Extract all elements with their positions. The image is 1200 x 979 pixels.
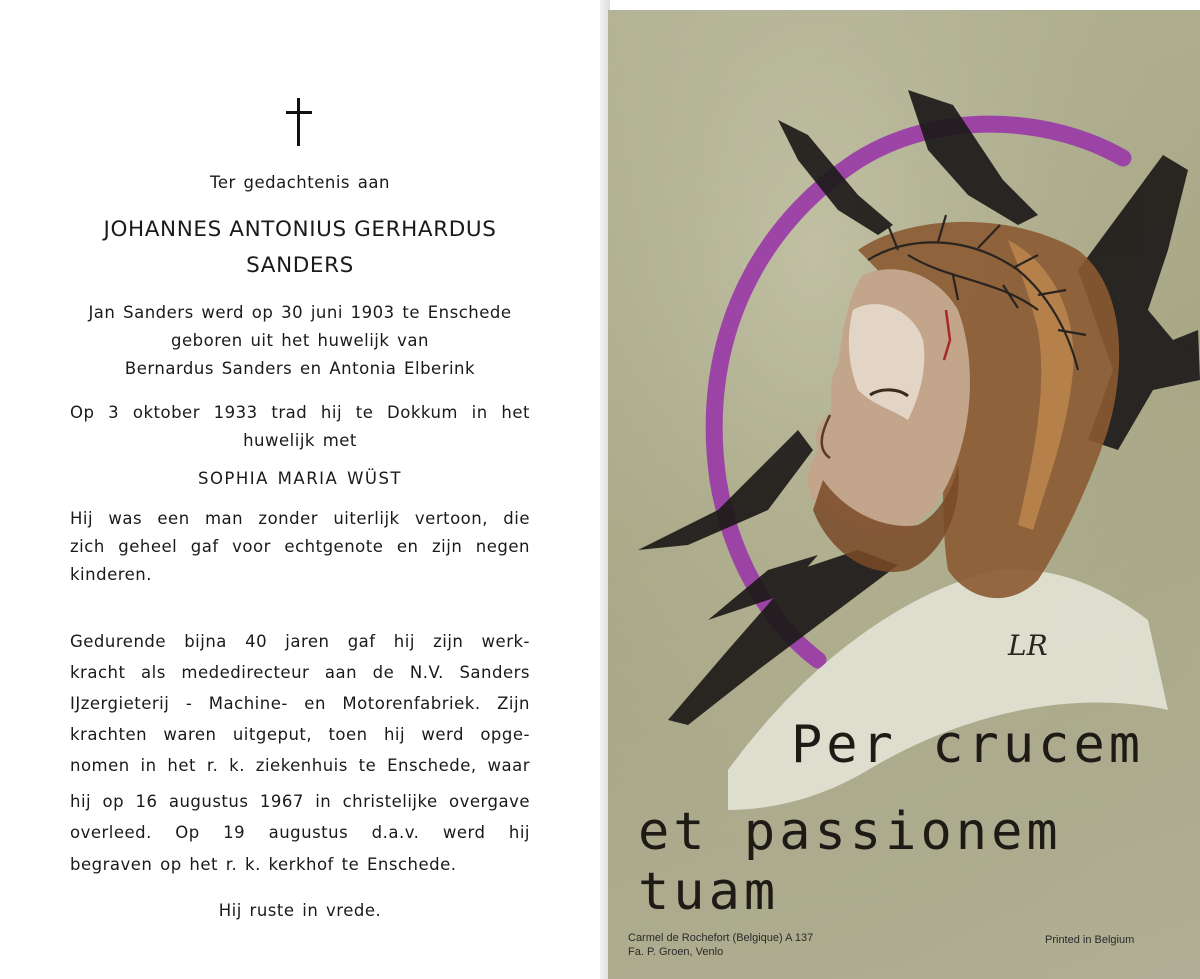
character-line: zich geheel gaf voor echtgenote en zijn negen <box>70 537 530 556</box>
devotional-image-card <box>608 10 1200 979</box>
character-line: kinderen. <box>70 565 152 584</box>
artist-monogram: LR <box>1008 629 1048 662</box>
birth-line: Jan Sanders werd op 30 juni 1903 te Enschede <box>88 303 512 322</box>
character-line: Hij was een man zonder uiterlijk vertoon, die <box>70 509 530 528</box>
closing-text: Hij ruste in vrede. <box>218 901 382 920</box>
career-line: begraven op het r. k. kerkhof te Enschede. <box>70 855 457 874</box>
name-line-2: SANDERS <box>246 253 354 278</box>
career-line: krachten waren uitgeput, toen hij werd opge- <box>70 725 530 744</box>
spouse-name: SOPHIA MARIA WÜST <box>197 469 403 488</box>
birth-line: Bernardus Sanders en Antonia Elberink <box>124 359 476 378</box>
career-line: overleed. Op 19 augustus d.a.v. werd hij <box>70 823 530 842</box>
motto-line-1: Per crucem <box>791 715 1145 775</box>
publisher-line-2: Fa. P. Groen, Venlo <box>628 946 724 958</box>
cross-icon <box>286 98 312 146</box>
career-line: IJzergieterij - Machine- en Motorenfabriek. Zijn <box>70 694 530 713</box>
publisher-line-1: Carmel de Rochefort (Belgique) A 137 <box>628 932 814 944</box>
marriage-line: Op 3 oktober 1933 trad hij te Dokkum in het <box>70 403 530 422</box>
birth-line: geboren uit het huwelijk van <box>171 331 429 350</box>
name-line-1: JOHANNES ANTONIUS GERHARDUS <box>103 217 497 242</box>
motto-line-2: et passionem tuam <box>638 802 1062 922</box>
career-line: hij op 16 augustus 1967 in christelijke overgave <box>70 792 530 811</box>
printed-in-belgium: Printed in Belgium <box>1045 934 1135 946</box>
career-line: Gedurende bijna 40 jaren gaf hij zijn werk- <box>70 632 530 651</box>
career-line: kracht als mededirecteur aan de N.V. Sanders <box>70 663 530 682</box>
intro-text: Ter gedachtenis aan <box>210 173 390 192</box>
career-line: nomen in het r. k. ziekenhuis te Enschede, waar <box>70 756 530 775</box>
marriage-line: huwelijk met <box>243 431 357 450</box>
